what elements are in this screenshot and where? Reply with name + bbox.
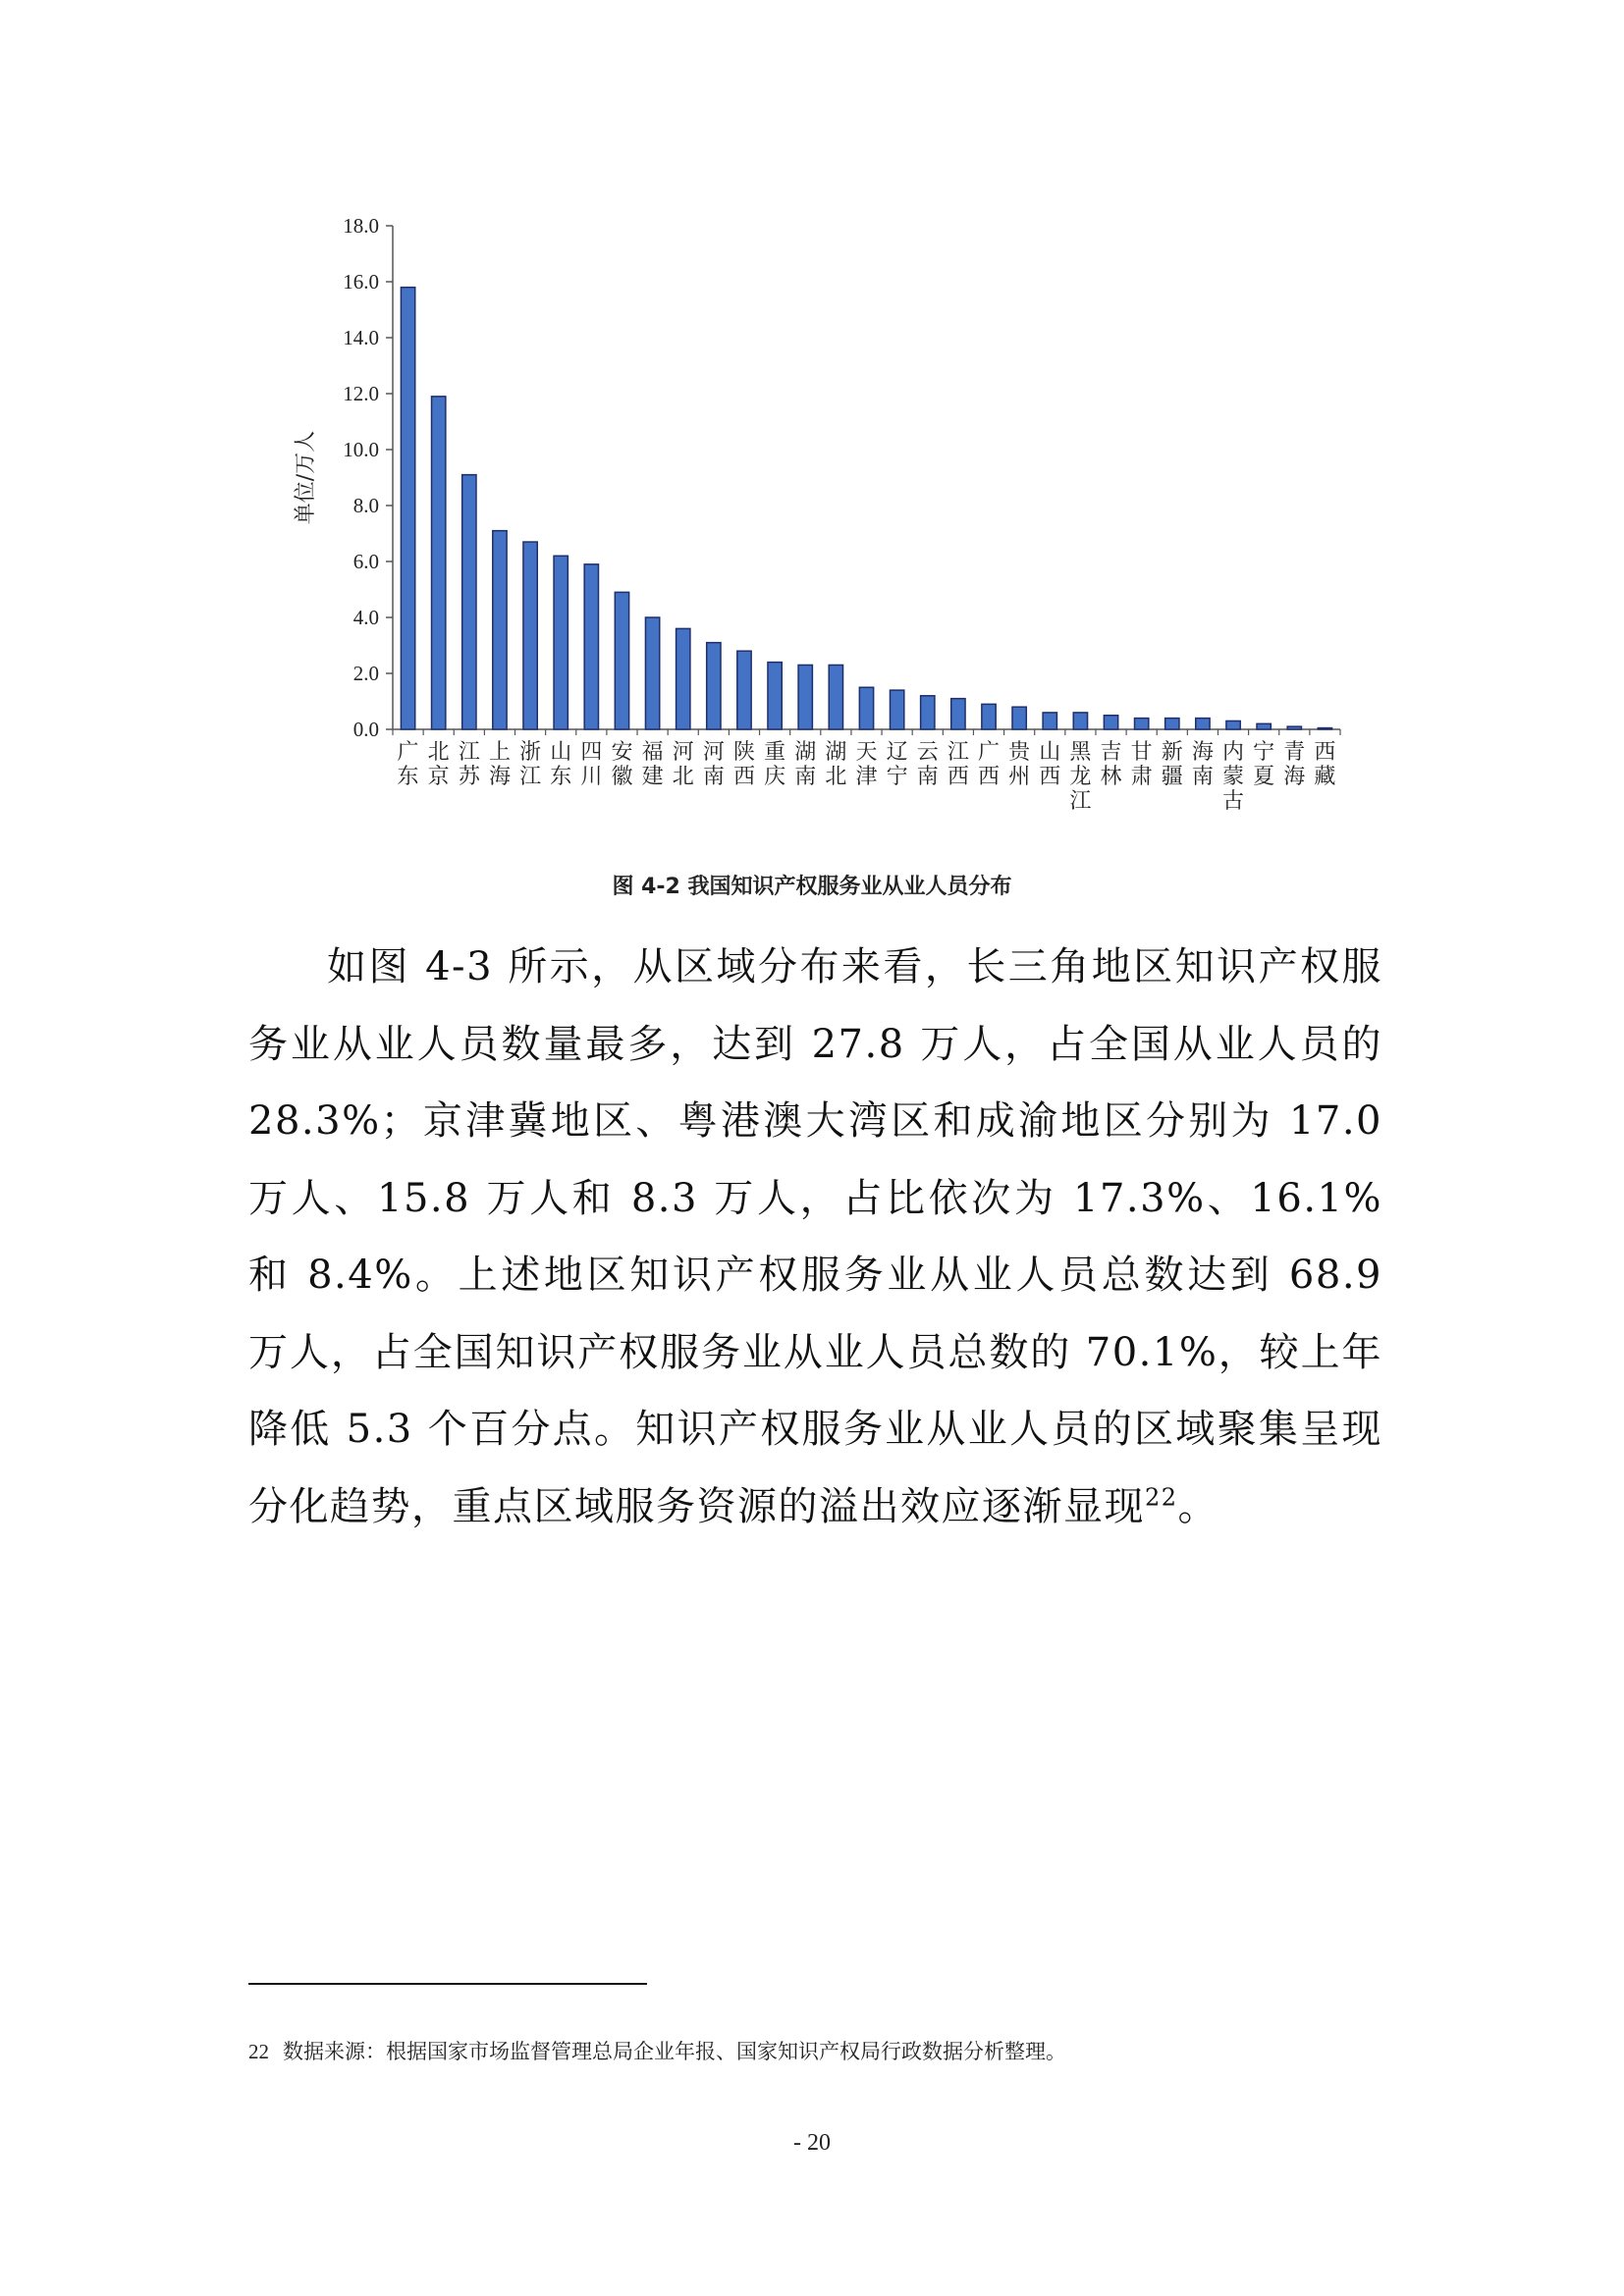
bar [493, 531, 507, 729]
x-tick-label: 重庆 [764, 740, 786, 789]
x-tick-label: 广西 [978, 740, 1001, 789]
y-tick-label: 2.0 [352, 662, 379, 685]
y-axis-label: 单位/万人 [294, 430, 318, 525]
bar [1226, 721, 1240, 729]
x-tick-label: 河南 [702, 740, 725, 789]
x-tick-label: 天津 [855, 740, 878, 789]
body-end-punct: 。 [1177, 1483, 1219, 1529]
x-tick-label: 河北 [672, 740, 694, 789]
x-tick-label: 贵州 [1008, 740, 1031, 789]
x-tick-label: 湖南 [794, 740, 817, 789]
bar [645, 617, 659, 729]
x-tick-label: 广东 [397, 740, 419, 789]
bar [432, 397, 446, 729]
bar [768, 663, 782, 729]
x-tick-label: 吉林 [1100, 740, 1122, 789]
x-tick-label: 内蒙古 [1222, 740, 1245, 814]
body-paragraph-text: 如图 4-3 所示，从区域分布来看，长三角地区知识产权服务业从业人员数量最多，达到 27.8 万人，占全国从业人员的 28.3%；京津冀地区、粤港澳大湾区和成渝地区分别为 17.0 万人、15.8 万人和 8.3 万人，占比依次为 17.3%、16.1% 和 8.4%。上述地区知识产权服务业从业人员总数达到 68.9 万人，占全国知识产权服务业从业人员总数的 70.1%，较上年降低 5.3 个百分点。知识产权服务业从业人员的区域聚集呈现分化趋势，重点区域服务资源的溢出效应逐渐显现 [248, 944, 1382, 1529]
bar [677, 628, 690, 729]
page-number: - 20 [793, 2130, 831, 2156]
bar [1073, 713, 1087, 729]
figure-caption: 图 4-2 我国知识产权服务业从业人员分布 [612, 875, 1012, 899]
footnote-text: 数据来源：根据国家市场监督管理总局企业年报、国家知识产权局行政数据分析整理。 [283, 2040, 1066, 2063]
bar [584, 564, 598, 729]
bar [1257, 723, 1271, 729]
bar [1012, 707, 1026, 729]
bar [829, 665, 842, 729]
chart-svg [265, 206, 1384, 825]
y-tick-label: 16.0 [343, 270, 379, 294]
bar [921, 696, 935, 729]
footnote-number: 22 [248, 2040, 269, 2063]
bar [1196, 719, 1210, 729]
bar [462, 475, 476, 729]
bar [1043, 713, 1056, 729]
y-tick-label: 18.0 [343, 214, 379, 238]
bar [523, 542, 537, 729]
y-tick-label: 10.0 [343, 438, 379, 461]
bar [737, 651, 751, 729]
footnote [248, 2036, 1427, 2065]
footnote-divider [248, 1983, 647, 1985]
x-tick-label: 江西 [947, 740, 969, 789]
bar [401, 288, 414, 729]
x-tick-label: 云南 [916, 740, 939, 789]
bar [554, 556, 568, 729]
y-tick-label: 6.0 [352, 550, 379, 573]
bar-chart [265, 206, 1384, 825]
bar [798, 665, 812, 729]
x-tick-label: 北京 [427, 740, 450, 789]
bar [1318, 728, 1331, 729]
x-tick-label: 宁夏 [1253, 740, 1275, 789]
x-tick-label: 甘肃 [1130, 740, 1153, 789]
bar [1135, 719, 1149, 729]
bar [615, 592, 628, 729]
x-tick-label: 四川 [580, 740, 603, 789]
bar [951, 699, 965, 729]
bar [707, 643, 721, 729]
x-tick-label: 海南 [1191, 740, 1214, 789]
y-tick-label: 14.0 [343, 326, 379, 349]
body-text [248, 929, 1382, 1545]
footnote-reference[interactable]: 22 [1145, 1483, 1178, 1512]
x-tick-label: 湖北 [825, 740, 847, 789]
x-tick-label: 安徽 [611, 740, 633, 789]
x-tick-label: 西藏 [1314, 740, 1336, 789]
x-tick-label: 福建 [641, 740, 664, 789]
bar [890, 690, 903, 729]
x-tick-label: 山东 [550, 740, 572, 789]
bar [982, 704, 996, 729]
body-paragraph [248, 929, 1382, 1545]
bar [1165, 719, 1179, 729]
y-tick-label: 12.0 [343, 382, 379, 405]
x-tick-label: 江苏 [458, 740, 480, 789]
x-tick-label: 上海 [488, 740, 511, 789]
y-tick-label: 4.0 [352, 606, 379, 629]
bar [859, 687, 873, 729]
x-tick-label: 新疆 [1161, 740, 1183, 789]
x-tick-label: 浙江 [519, 740, 542, 789]
x-tick-label: 陕西 [732, 740, 755, 789]
x-tick-label: 山西 [1039, 740, 1061, 789]
x-tick-label: 黑龙江 [1069, 740, 1092, 814]
y-tick-label: 8.0 [352, 494, 379, 517]
x-tick-label: 青海 [1283, 740, 1306, 789]
bar [1287, 726, 1301, 729]
y-tick-label: 0.0 [352, 718, 379, 741]
x-tick-label: 辽宁 [886, 740, 908, 789]
bar [1104, 716, 1117, 729]
